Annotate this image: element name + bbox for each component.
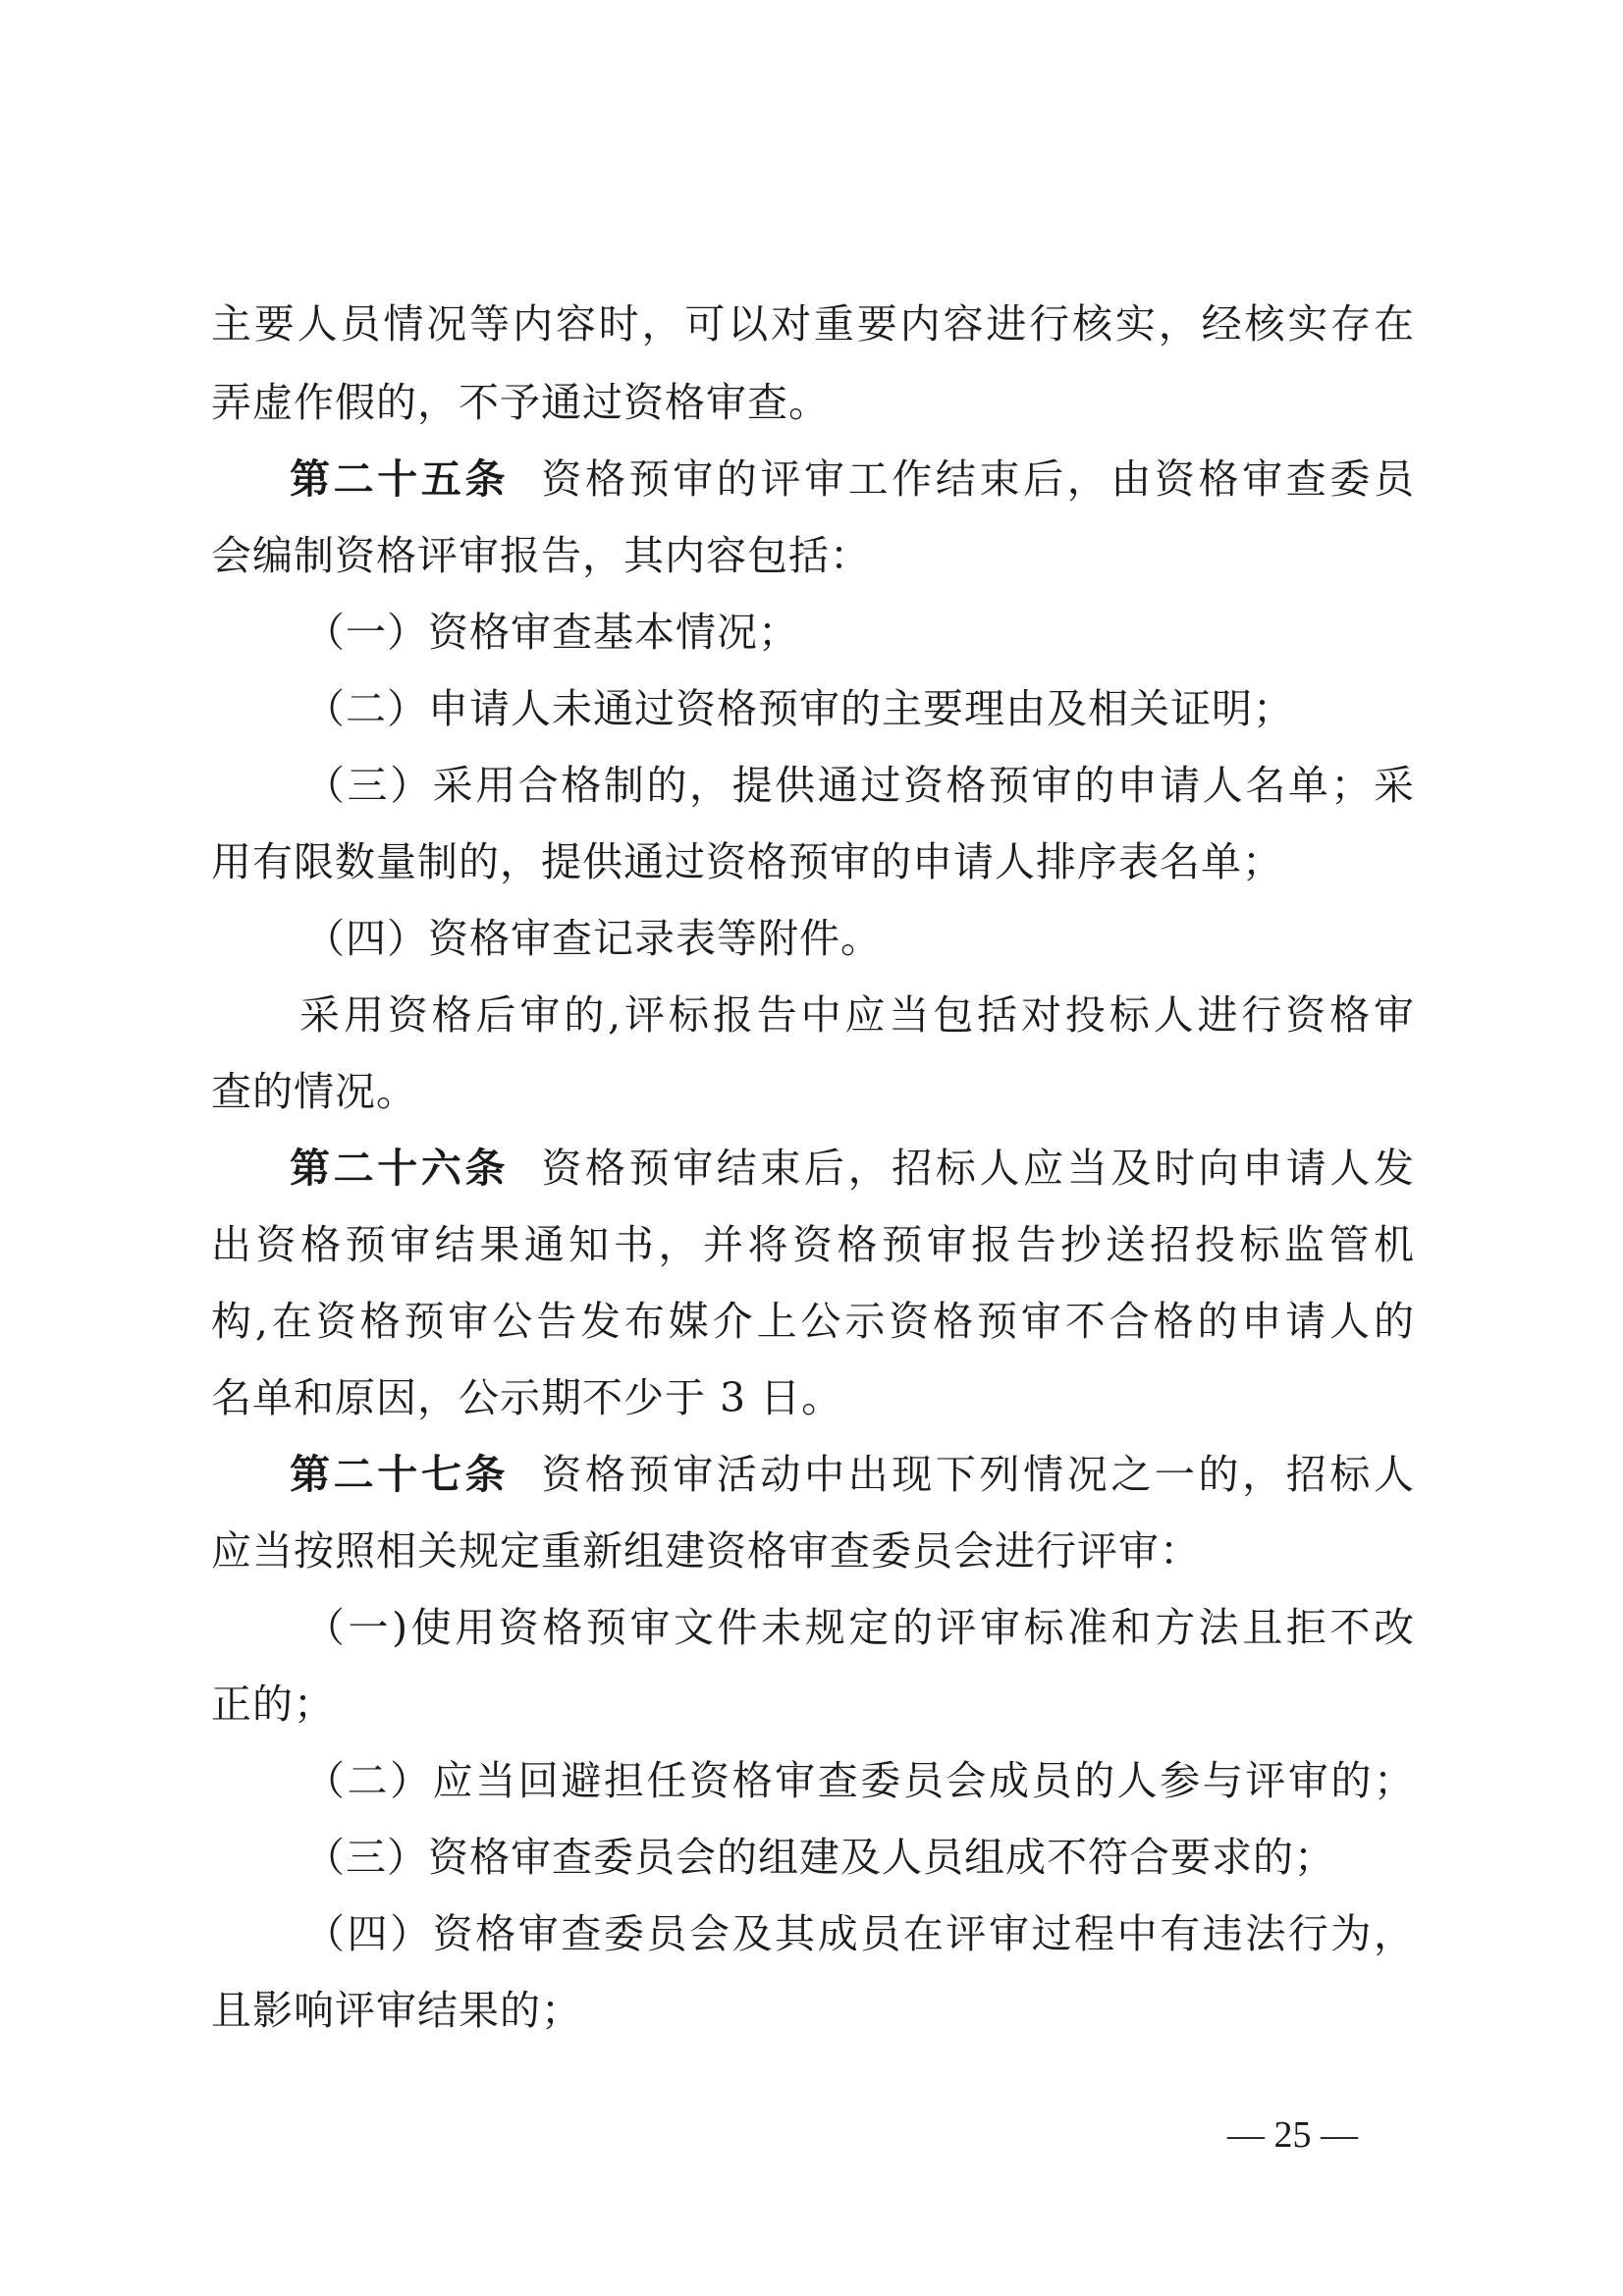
article-25-line	[290, 450, 1414, 508]
article-26-text: 资格预审结束后，招标人应当及时向申请人发	[541, 1145, 1414, 1192]
paragraph-line: 查的情况。	[211, 1068, 417, 1115]
paragraph-line: 采用资格后审的,评标报告中应当包括对投标人进行资格审	[299, 991, 1414, 1039]
list-item: （四）资格审查委员会及其成员在评审过程中有违法行为，	[304, 1910, 1414, 1957]
article-27-title: 第二十七条	[290, 1451, 510, 1498]
list-item: （三）采用合格制的，提供通过资格预审的申请人名单；采	[304, 762, 1414, 809]
paragraph-line: 主要人员情况等内容时，可以对重要内容进行核实，经核实存在	[211, 300, 1414, 347]
article-27-text: 资格预审活动中出现下列情况之一的，招标人	[541, 1451, 1414, 1498]
list-item: （一)使用资格预审文件未规定的评审标准和方法且拒不改	[304, 1604, 1414, 1651]
article-25-title: 第二十五条	[290, 455, 510, 503]
list-item: （二）应当回避担任资格审查委员会成员的人参与评审的；	[304, 1757, 1414, 1804]
paragraph-line: 出资格预审结果通知书，并将资格预审报告抄送招投标监管机	[211, 1221, 1414, 1268]
article-26-title: 第二十六条	[290, 1145, 510, 1192]
paragraph-line: 名单和原因，公示期不少于 3 日。	[211, 1374, 843, 1421]
article-26-line	[290, 1139, 1414, 1198]
list-item: （四）资格审查记录表等附件。	[304, 915, 882, 962]
article-25-text: 资格预审的评审工作结束后，由资格审查委员	[541, 455, 1414, 503]
paragraph-line: 会编制资格评审报告，其内容包括：	[211, 532, 871, 579]
page-number: — 25 —	[1227, 2114, 1358, 2156]
list-item-continuation: 用有限数量制的，提供通过资格预审的申请人排序表名单；	[211, 838, 1283, 885]
paragraph-line: 应当按照相关规定重新组建资格审查委员会进行评审：	[211, 1527, 1201, 1575]
list-item-continuation: 正的；	[211, 1681, 335, 1728]
list-item: （二）申请人未通过资格预审的主要理由及相关证明；	[304, 685, 1294, 732]
list-item: （一）资格审查基本情况；	[304, 609, 799, 656]
article-27-line	[290, 1445, 1414, 1504]
list-item-continuation: 且影响评审结果的；	[211, 1987, 582, 2034]
paragraph-line: 弄虚作假的，不予通过资格审查。	[211, 379, 830, 426]
paragraph-line: 构,在资格预审公告发布媒介上公示资格预审不合格的申请人的	[211, 1298, 1414, 1345]
list-item: （三）资格审查委员会的组建及人员组成不符合要求的；	[304, 1834, 1335, 1881]
